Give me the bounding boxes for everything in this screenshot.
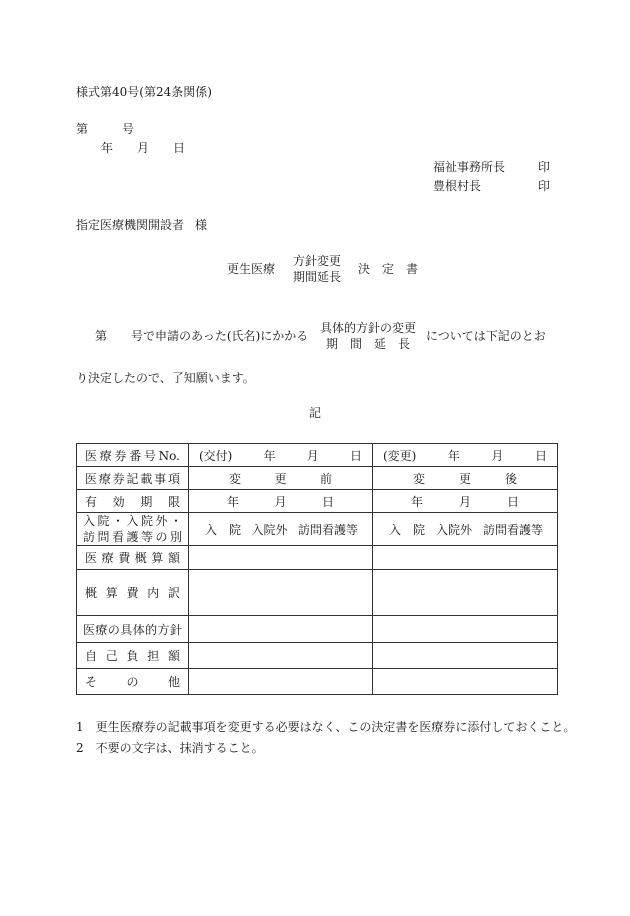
cost-breakdown-after-cell [373,570,558,616]
decision-table [76,443,558,695]
table-row [77,669,558,695]
issuer-village-head: 豊根村長 [433,179,482,193]
other-before-cell [189,669,373,695]
cost-breakdown-before-cell [189,570,373,616]
copay-before-cell [189,643,373,669]
validity-before-cell [189,490,373,513]
care-type-after-cell [373,513,558,546]
issue-date-cell [189,444,373,467]
after-change-cell [373,467,558,490]
row-label: 自己負担額 [77,643,189,669]
cost-estimate-before-cell [189,546,373,570]
treatment-policy-after-cell [373,616,558,643]
day-label: 日 [534,448,547,463]
document-title: 決 定 書 [358,262,419,276]
row-label: その他 [77,669,189,695]
body-option-period-extension: 期 間 延 長 [326,337,411,351]
table-row [77,546,558,570]
day-label: 日 [506,494,519,509]
cost-estimate-after-cell [373,546,558,570]
char: 前 [319,471,332,486]
char: 変 [229,471,242,486]
table-row [77,467,558,490]
table-row [77,570,558,616]
row-label-line2: 訪問看護等の別 [83,530,182,544]
note-1: 1 更生医療券の記載事項を変更する必要はなく、この決定書を医療券に添付しておくこと。 [76,720,576,734]
form-number: 様式第40号(第24条関係) [76,85,212,99]
inpatient-option: 入 院 [205,522,242,537]
title-prefix: 更生医療 [227,262,276,276]
home-nursing-option: 訪問看護等 [297,522,358,537]
date-day: 日 [173,141,186,155]
month-label: 月 [491,448,504,463]
table-row [77,616,558,643]
year-label: 年 [263,448,276,463]
date-month: 月 [137,141,150,155]
char: 後 [504,471,517,486]
year-label: 年 [411,494,424,509]
issuer-welfare-office: 福祉事務所長 [433,160,506,174]
row-label: 医療の具体的方針 [77,616,189,643]
day-label: 日 [349,448,362,463]
number-suffix: 号 [122,122,135,136]
row-label: 概算費内訳 [77,570,189,616]
validity-after-cell [373,490,558,513]
body-number-prefix: 第 [95,329,108,343]
body-options [320,320,416,352]
outpatient-option: 入院外 [251,522,288,537]
body-option-specific-policy-change: 具体的方針の変更 [320,321,417,335]
row-label: 有効期限 [77,490,189,513]
table-row [77,513,558,546]
body-text-part2: については下記のとお [426,329,546,343]
change-label: (変更) [383,448,417,463]
month-label: 月 [306,448,319,463]
change-date-cell [373,444,558,467]
row-label: 医療費概算額 [77,546,189,570]
year-label: 年 [447,448,460,463]
care-type-before-cell [189,513,373,546]
title-options [293,253,341,285]
number-prefix: 第 [76,122,89,136]
ki-heading: 記 [309,406,322,420]
outpatient-option: 入院外 [435,522,472,537]
copay-after-cell [373,643,558,669]
year-label: 年 [227,494,240,509]
seal-mark: 印 [538,179,551,193]
date-year: 年 [101,141,114,155]
inpatient-option: 入 院 [389,522,426,537]
month-label: 月 [458,494,471,509]
title-option-policy-change: 方針変更 [293,254,342,268]
day-label: 日 [321,494,334,509]
table-row [77,643,558,669]
char: 変 [413,471,426,486]
note-2: 2 不要の文字は、抹消すること。 [76,741,264,755]
before-change-cell [189,467,373,490]
char: 更 [458,471,471,486]
home-nursing-option: 訪問看護等 [482,522,543,537]
addressee-honorific: 様 [195,218,208,232]
addressee: 指定医療機関開設者 [76,218,185,232]
row-label [77,513,189,546]
issue-label: (交付) [199,448,233,463]
month-label: 月 [274,494,287,509]
row-label-line1: 入院・入院外・ [83,514,182,528]
body-text-part1: 号で申請のあった(氏名)にかかる [131,329,309,343]
char: 更 [274,471,287,486]
row-label: 医療券番号No. [77,444,189,467]
row-label: 医療券記載事項 [77,467,189,490]
other-after-cell [373,669,558,695]
body-text-line2: り決定したので、了知願います。 [76,371,255,385]
title-option-period-extension: 期間延長 [293,270,342,284]
table-row [77,444,558,467]
table-row [77,490,558,513]
seal-mark: 印 [538,160,551,174]
treatment-policy-before-cell [189,616,373,643]
